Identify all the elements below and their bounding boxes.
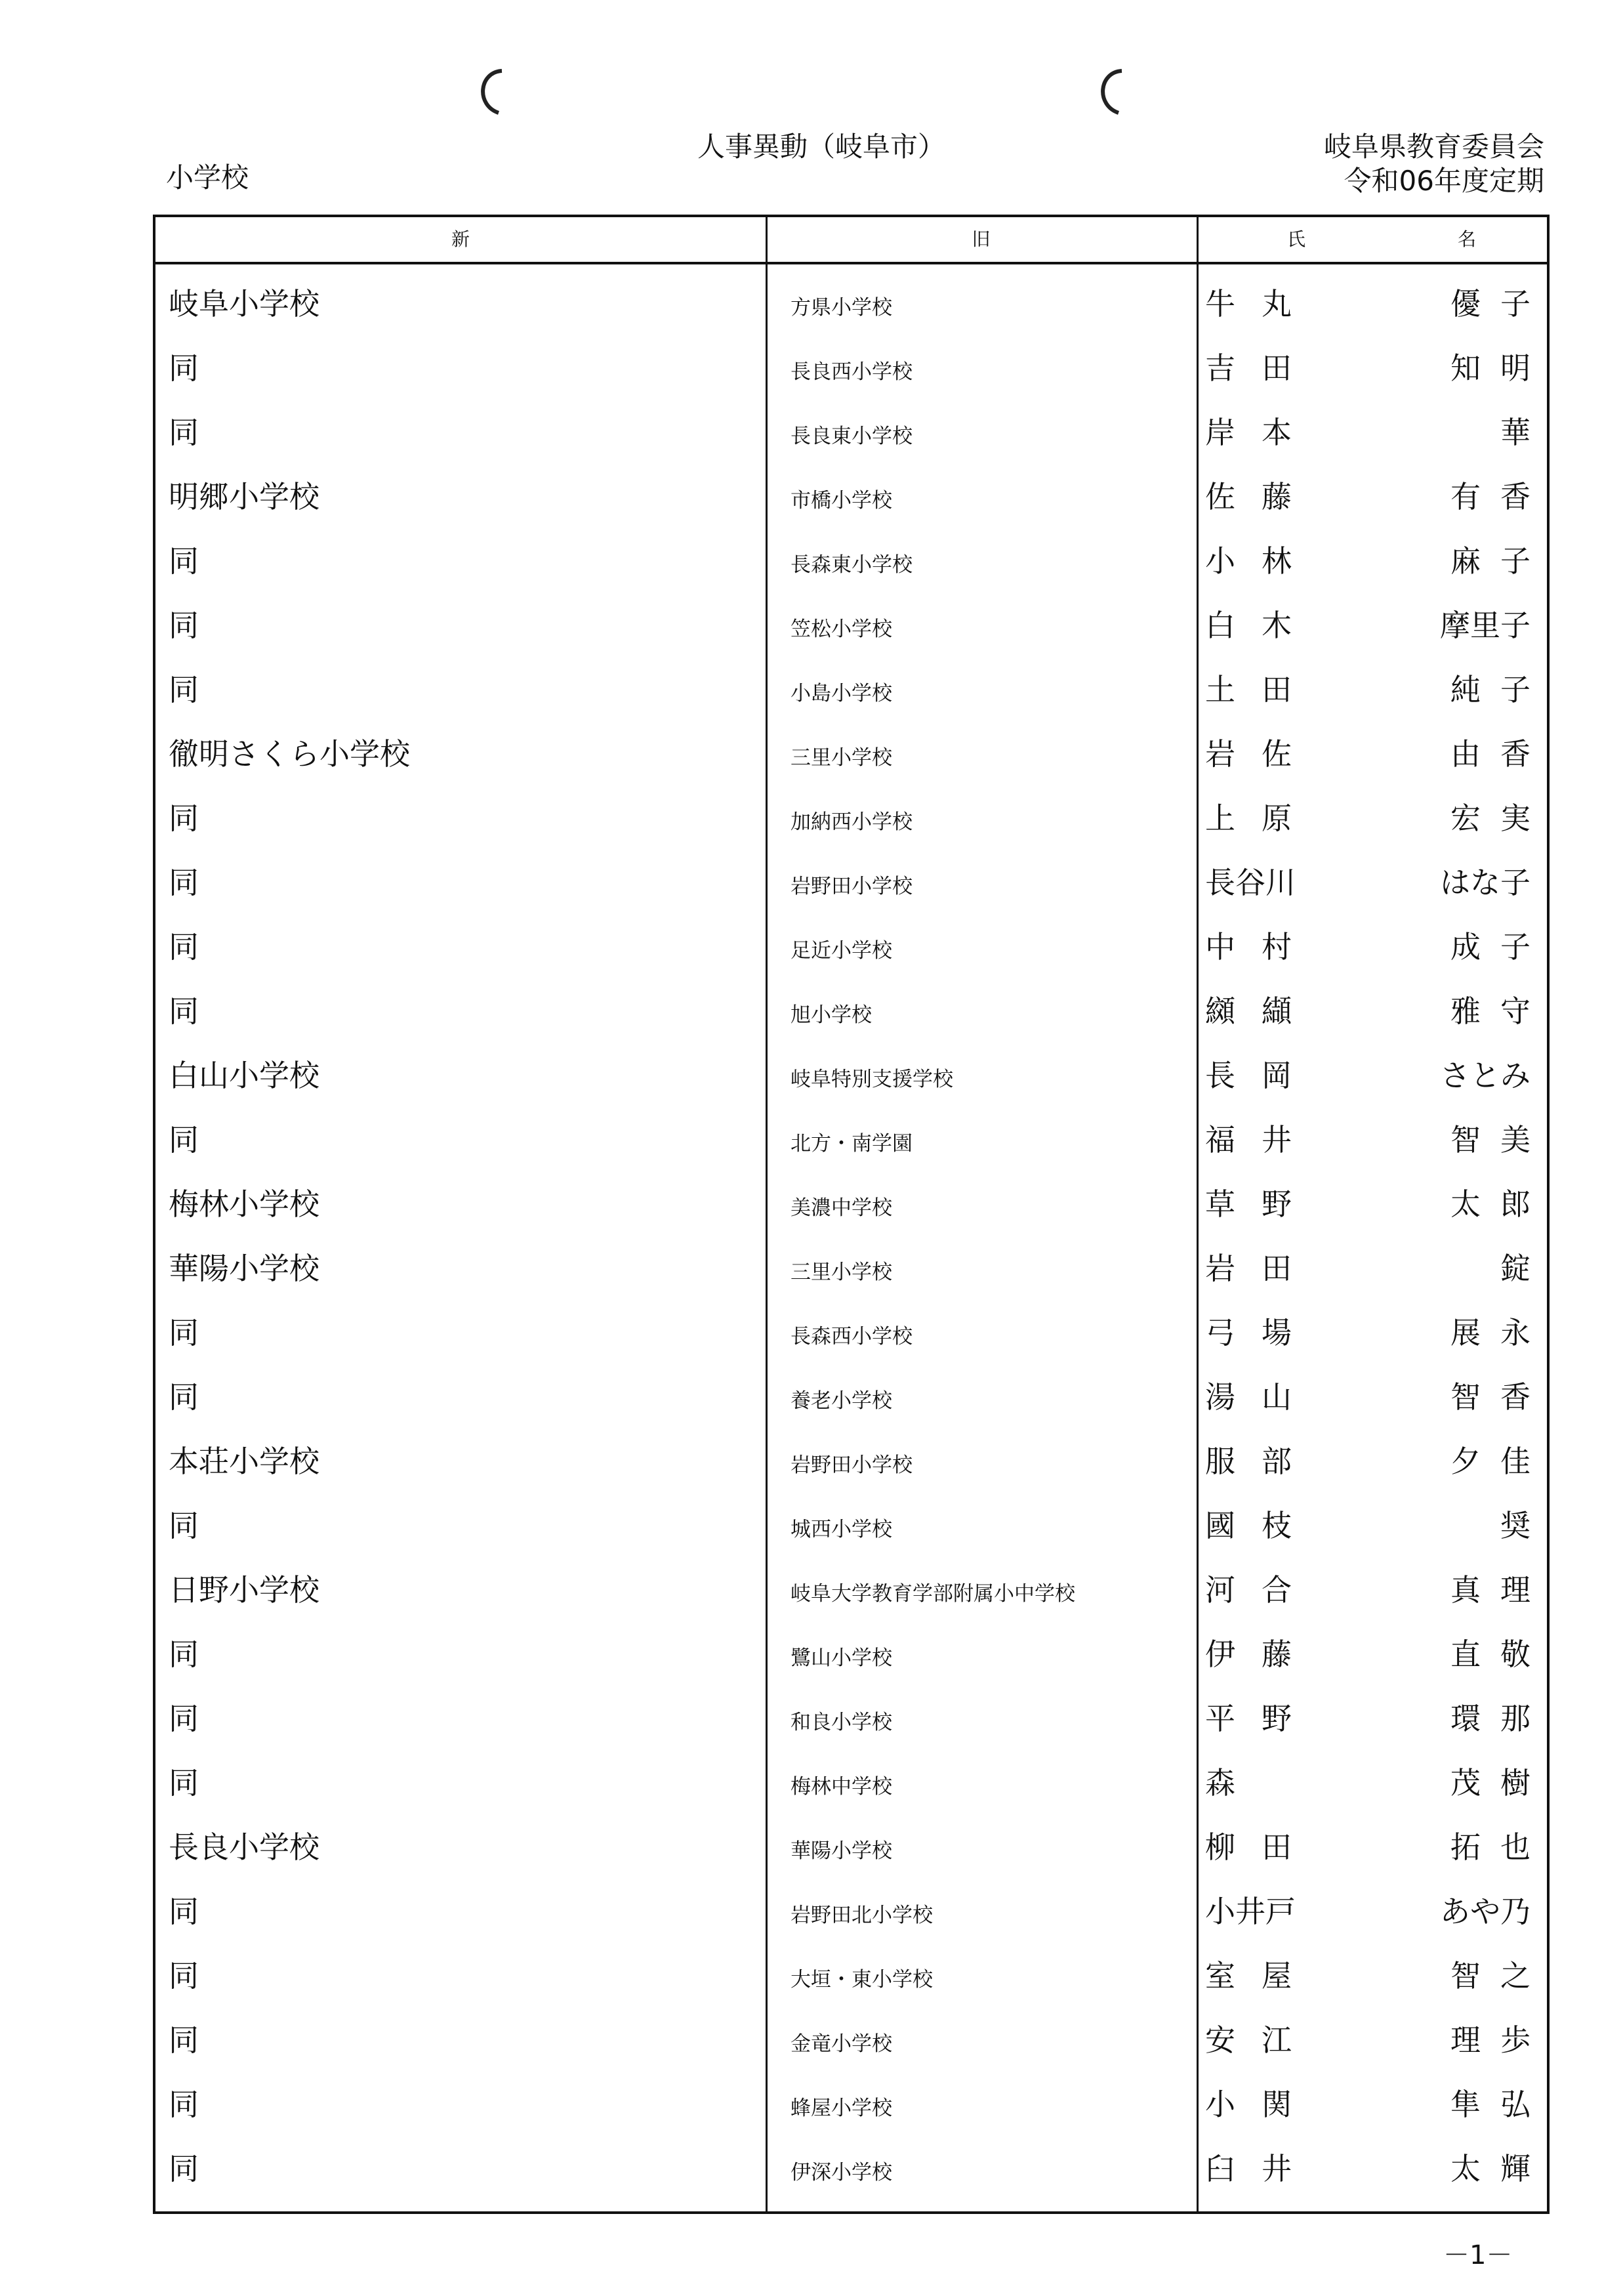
period: 令和06年度定期 [1344,165,1544,197]
old-school-cell: 城西小学校 [791,1518,892,1541]
old-school-cell: 大垣・東小学校 [791,1968,933,1992]
given-name-cell: 華 [1500,415,1531,450]
given-name-cell: 隼弘 [1450,2087,1550,2122]
new-school-cell: 同 [169,1508,199,1543]
new-school-cell: 同 [169,1379,199,1415]
table-row [155,528,1550,593]
table-row [155,464,1550,528]
old-school-cell: 鷺山小学校 [791,1646,892,1670]
surname-cell: 長谷川 [1205,865,1296,900]
table-row [155,1043,1547,1107]
old-school-cell: 加納西小学校 [791,810,913,834]
table-row [155,1236,1547,1300]
table-row [155,1557,1550,1621]
old-school-cell: 小島小学校 [791,682,892,705]
old-school-cell: 方県小学校 [791,296,892,320]
old-school-cell: 北方・南学園 [791,1132,913,1156]
new-school-cell: 白山小学校 [169,1058,319,1093]
table-row [155,721,1550,785]
given-name-cell: さとみ [1440,1058,1531,1093]
surname-cell: 服部 [1205,1444,1318,1479]
table-row [155,400,1547,464]
table-row [155,593,1547,657]
table-row [155,1750,1550,1814]
surname-cell: 佐藤 [1205,479,1318,514]
table-row [155,1429,1550,1493]
old-school-cell: 岩野田小学校 [791,875,913,898]
new-school-cell: 華陽小学校 [169,1251,319,1286]
document-category: 小学校 [166,161,249,194]
old-school-cell: 美濃中学校 [791,1196,892,1220]
table-row [155,1621,1550,1686]
new-school-cell: 同 [169,1958,199,1993]
given-name-cell: 成子 [1450,929,1550,965]
given-name-cell: 智香 [1450,1379,1550,1415]
old-school-cell: 三里小学校 [791,1261,892,1284]
surname-cell: 小林 [1205,543,1318,579]
table-row [155,978,1550,1043]
punch-hole-mark [1089,66,1128,118]
surname-cell: 湯山 [1205,1379,1318,1415]
new-school-cell: 明郷小学校 [169,479,319,514]
table-row [155,1300,1550,1364]
surname-cell: 岩佐 [1205,736,1318,772]
given-name-cell: 有香 [1450,479,1550,514]
new-school-cell: 同 [169,1637,199,1672]
table-row [155,850,1547,914]
surname-cell: 中村 [1205,929,1318,965]
given-name-cell: 錠 [1500,1251,1531,1286]
surname-cell: 上原 [1205,801,1318,836]
surname-cell: 平野 [1205,1701,1318,1736]
given-name-cell: 展永 [1450,1315,1550,1350]
page-number: －1－ [1443,2240,1513,2270]
surname-cell: 岸本 [1205,415,1318,450]
column-header-given-name: 名 [1458,228,1477,250]
given-name-cell: 奨 [1500,1508,1531,1543]
given-name-cell: 拓也 [1450,1829,1550,1865]
table-row [155,271,1550,335]
given-name-cell: 宏実 [1450,801,1550,836]
old-school-cell: 和良小学校 [791,1711,892,1734]
new-school-cell: 同 [169,350,199,386]
new-school-cell: 同 [169,1701,199,1736]
table-row [155,2007,1550,2072]
given-name-cell: 理歩 [1450,2022,1550,2058]
given-name-cell: はな子 [1440,865,1531,900]
surname-cell: 白木 [1205,608,1318,643]
new-school-cell: 徹明さくら小学校 [169,736,410,772]
surname-cell: 小井戸 [1205,1894,1296,1929]
document-title: 人事異動（岐阜市） [697,131,946,163]
given-name-cell: 優子 [1450,286,1550,322]
given-name-cell: 由香 [1450,736,1550,772]
surname-cell: 小関 [1205,2087,1318,2122]
surname-cell: 伊藤 [1205,1637,1318,1672]
surname-cell: 弓場 [1205,1315,1318,1350]
old-school-cell: 岐阜大学教育学部附属小中学校 [791,1582,1075,1606]
old-school-cell: 岐阜特別支援学校 [791,1068,953,1091]
column-header-surname: 氏 [1287,228,1306,250]
given-name-cell: 知明 [1450,350,1550,386]
old-school-cell: 伊深小学校 [791,2161,892,2184]
table-row [155,657,1550,721]
surname-cell: 吉田 [1205,350,1318,386]
old-school-cell: 岩野田北小学校 [791,1904,933,1927]
surname-cell: 長岡 [1205,1058,1318,1093]
old-school-cell: 長良西小学校 [791,360,913,384]
old-school-cell: 市橋小学校 [791,489,892,512]
new-school-cell: 岐阜小学校 [169,286,319,322]
old-school-cell: 蜂屋小学校 [791,2097,892,2120]
table-row [155,1364,1550,1429]
header-divider [155,262,1547,264]
surname-cell: 土田 [1205,672,1318,707]
new-school-cell: 同 [169,993,199,1029]
table-row [155,2072,1550,2136]
surname-cell: 臼井 [1205,2151,1318,2186]
surname-cell: 國枝 [1205,1508,1318,1543]
surname-cell: 岩田 [1205,1251,1318,1286]
table-row [155,914,1550,978]
surname-cell: 室屋 [1205,1958,1318,1993]
given-name-cell: 夕佳 [1450,1444,1550,1479]
table-row [155,1171,1550,1236]
old-school-cell: 足近小学校 [791,939,892,963]
old-school-cell: 三里小学校 [791,746,892,770]
table-row [155,785,1550,850]
given-name-cell: 智美 [1450,1122,1550,1158]
transfer-table [153,215,1550,2214]
surname-cell: 安江 [1205,2022,1318,2058]
surname-cell: 福井 [1205,1122,1318,1158]
new-school-cell: 同 [169,1122,199,1158]
new-school-cell: 同 [169,672,199,707]
table-row [155,1493,1547,1557]
given-name-cell: 環那 [1450,1701,1550,1736]
new-school-cell: 日野小学校 [169,1572,319,1608]
surname-cell: 草野 [1205,1186,1318,1222]
old-school-cell: 梅林中学校 [791,1775,892,1799]
new-school-cell: 梅林小学校 [169,1186,319,1222]
surname-cell: 森 [1205,1765,1262,1801]
table-row [155,1107,1550,1171]
old-school-cell: 長良東小学校 [791,425,913,448]
given-name-cell: 太郎 [1450,1186,1550,1222]
table-row [155,335,1550,400]
new-school-cell: 同 [169,2087,199,2122]
surname-cell: 柳田 [1205,1829,1318,1865]
table-row [155,1943,1550,2007]
given-name-cell: 智之 [1450,1958,1550,1993]
surname-cell: 牛丸 [1205,286,1318,322]
issuer: 岐阜県教育委員会 [1323,131,1544,163]
given-name-cell: 真理 [1450,1572,1550,1608]
new-school-cell: 同 [169,608,199,643]
old-school-cell: 養老小学校 [791,1389,892,1413]
old-school-cell: 金竜小学校 [791,2032,892,2056]
given-name-cell: 麻子 [1450,543,1550,579]
old-school-cell: 岩野田小学校 [791,1453,913,1477]
new-school-cell: 長良小学校 [169,1829,319,1865]
column-header-new: 新 [451,228,470,250]
table-row [155,1814,1550,1879]
given-name-cell: 直敬 [1450,1637,1550,1672]
new-school-cell: 同 [169,1315,199,1350]
given-name-cell: 純子 [1450,672,1550,707]
new-school-cell: 同 [169,2151,199,2186]
given-name-cell: 雅守 [1450,993,1550,1029]
surname-cell: 河合 [1205,1572,1318,1608]
old-school-cell: 旭小学校 [791,1003,872,1027]
old-school-cell: 長森東小学校 [791,553,913,577]
new-school-cell: 同 [169,415,199,450]
new-school-cell: 同 [169,543,199,579]
old-school-cell: 笠松小学校 [791,617,892,641]
old-school-cell: 華陽小学校 [791,1839,892,1863]
given-name-cell: 摩里子 [1440,608,1531,643]
new-school-cell: 同 [169,1765,199,1801]
new-school-cell: 同 [169,865,199,900]
new-school-cell: 同 [169,801,199,836]
given-name-cell: 太輝 [1450,2151,1550,2186]
old-school-cell: 長森西小学校 [791,1325,913,1348]
new-school-cell: 同 [169,929,199,965]
punch-hole-mark [469,66,508,118]
column-header-old: 旧 [972,228,991,250]
new-school-cell: 同 [169,1894,199,1929]
new-school-cell: 本荘小学校 [169,1444,319,1479]
given-name-cell: あや乃 [1440,1894,1531,1929]
table-row [155,2136,1550,2200]
surname-cell: 纐纈 [1205,993,1318,1029]
table-row [155,1879,1547,1943]
table-row [155,1686,1550,1750]
new-school-cell: 同 [169,2022,199,2058]
given-name-cell: 茂樹 [1450,1765,1550,1801]
